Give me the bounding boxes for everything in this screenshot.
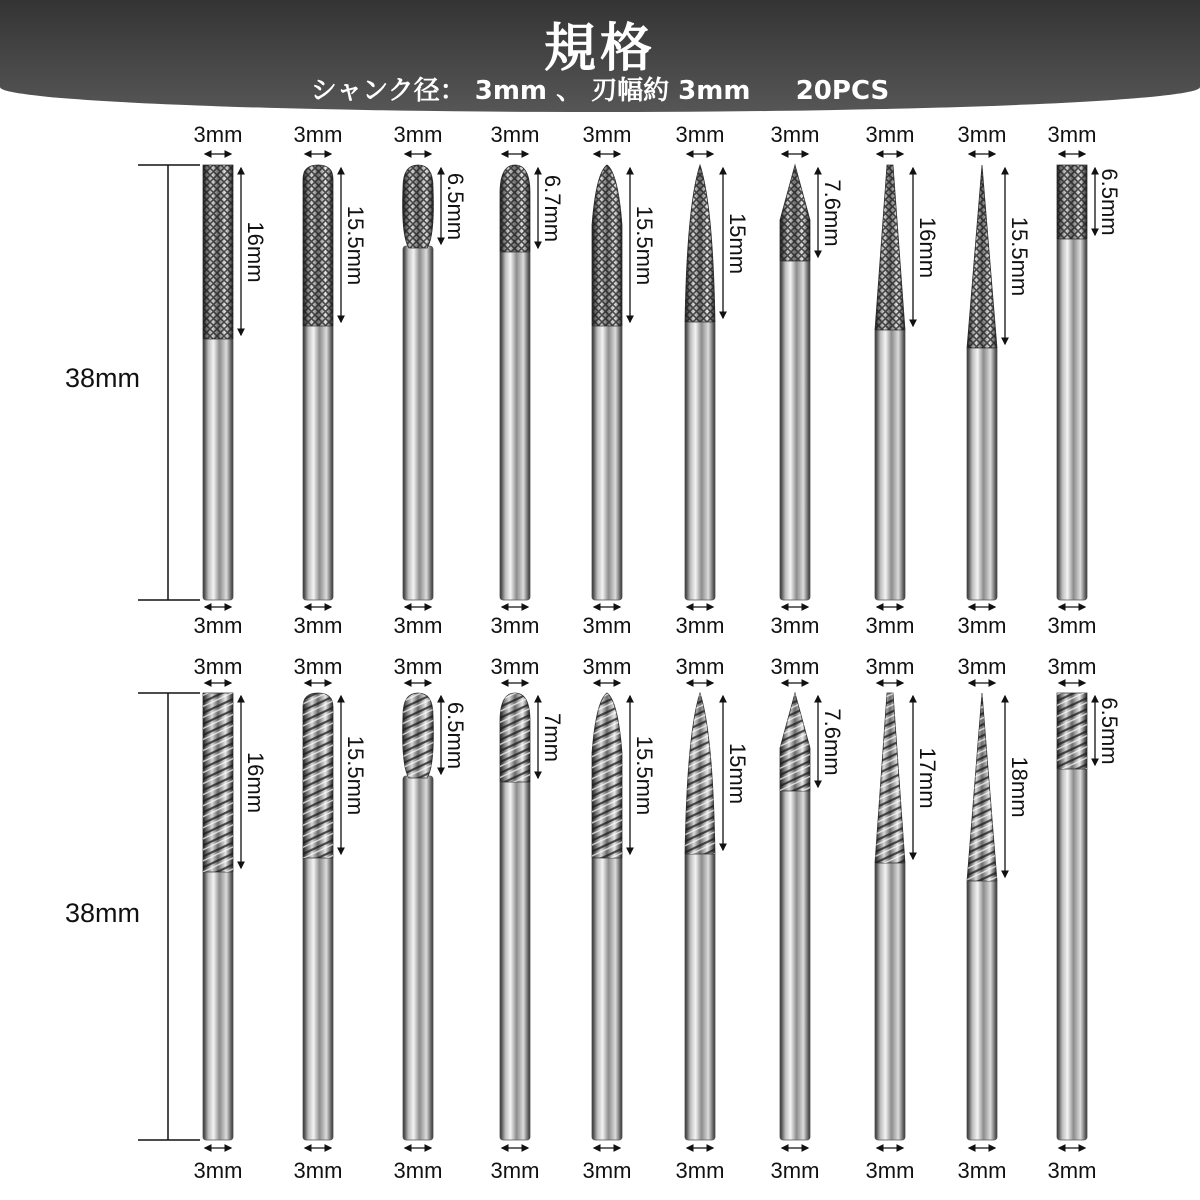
bit-shank — [780, 789, 810, 1140]
bit-shank — [967, 879, 997, 1140]
shank-width-label: 3mm — [393, 1158, 443, 1183]
blade-length-label: 6.7mm — [540, 174, 565, 243]
blade-length-label: 16mm — [243, 751, 268, 814]
head-width-label: 3mm — [293, 654, 343, 679]
shank-width-label: 3mm — [582, 1158, 632, 1183]
bit-shank — [403, 246, 433, 600]
blade-length-label: 6.5mm — [1097, 697, 1122, 765]
shank-width-label: 3mm — [865, 1158, 915, 1183]
spec-subtitle: シャンク径： 3mm 、 刃幅約 3mm 20PCS — [310, 76, 890, 106]
burr-bit — [1048, 654, 1122, 1183]
bit-flutes — [303, 693, 333, 858]
bit-flutes — [403, 165, 434, 248]
head-width-label: 3mm — [582, 654, 632, 679]
bit-flutes — [967, 693, 997, 881]
bit-flutes — [875, 165, 905, 330]
shank-width-label: 3mm — [490, 1158, 540, 1183]
bit-flutes — [685, 165, 715, 322]
bit-flutes — [303, 165, 333, 326]
head-width-label: 3mm — [393, 654, 443, 679]
bit-shank — [303, 856, 333, 1140]
burr-bit — [676, 654, 750, 1183]
head-width-label: 3mm — [393, 122, 443, 147]
head-width-label: 3mm — [675, 654, 725, 679]
blade-length-label: 15.5mm — [343, 205, 368, 286]
head-width-label: 3mm — [293, 122, 343, 147]
shank-width-label: 3mm — [770, 613, 820, 638]
burr-bit — [866, 654, 940, 1183]
burr-bit — [771, 654, 845, 1183]
blade-length-label: 15.5mm — [632, 205, 657, 286]
head-width-label: 3mm — [770, 122, 820, 147]
blade-length-label: 15mm — [725, 742, 750, 805]
bit-shank — [203, 870, 233, 1140]
bit-flutes — [1057, 693, 1087, 769]
bit-shank — [500, 250, 530, 600]
bit-flutes — [500, 165, 530, 252]
page-title: 規格 — [543, 18, 656, 79]
head-width-label: 3mm — [1047, 654, 1097, 679]
head-width-label: 3mm — [770, 654, 820, 679]
burr-bit — [1048, 122, 1122, 638]
burr-bit — [194, 122, 268, 638]
shank-width-label: 3mm — [490, 613, 540, 638]
blade-length-label: 7.6mm — [820, 708, 845, 776]
head-width-label: 3mm — [490, 654, 540, 679]
shank-width-label: 3mm — [770, 1158, 820, 1183]
shank-width-label: 3mm — [193, 1158, 243, 1183]
bit-row-1 — [65, 122, 1122, 638]
bit-shank — [592, 856, 622, 1140]
head-width-label: 3mm — [957, 654, 1007, 679]
burr-bit — [583, 654, 657, 1183]
burr-bit — [294, 122, 368, 638]
bit-flutes — [403, 693, 434, 778]
bit-flutes — [875, 693, 905, 863]
bit-flutes — [967, 165, 997, 348]
blade-length-label: 18mm — [1007, 756, 1032, 818]
bit-shank — [1057, 767, 1087, 1140]
bit-flutes — [500, 693, 530, 782]
bit-shank — [203, 337, 233, 600]
bit-shank — [500, 780, 530, 1140]
burr-bit — [394, 122, 468, 638]
shank-width-label: 3mm — [1047, 613, 1097, 638]
bit-flutes — [592, 693, 622, 858]
head-width-label: 3mm — [582, 122, 632, 147]
overall-length-label: 38mm — [65, 898, 141, 928]
shank-width-label: 3mm — [957, 613, 1007, 638]
head-width-label: 3mm — [1047, 122, 1097, 147]
bit-shank — [875, 328, 905, 600]
burr-bit — [958, 122, 1032, 638]
blade-length-label: 7mm — [540, 713, 565, 762]
blade-length-label: 15.5mm — [1007, 216, 1032, 297]
bit-flutes — [780, 693, 810, 791]
bit-shank — [685, 852, 715, 1140]
burr-bit — [676, 122, 750, 638]
burr-bit — [194, 654, 268, 1183]
blade-length-label: 15.5mm — [343, 735, 368, 816]
bit-flutes — [780, 165, 810, 261]
bit-flutes — [203, 165, 233, 339]
burr-bit — [491, 654, 565, 1183]
burr-bit — [583, 122, 657, 638]
head-width-label: 3mm — [490, 122, 540, 147]
bit-flutes — [685, 693, 715, 854]
shank-width-label: 3mm — [293, 613, 343, 638]
shank-width-label: 3mm — [675, 613, 725, 638]
head-width-label: 3mm — [193, 654, 243, 679]
shank-width-label: 3mm — [393, 613, 443, 638]
burr-bit — [866, 122, 940, 638]
head-width-label: 3mm — [193, 122, 243, 147]
shank-width-label: 3mm — [293, 1158, 343, 1183]
bit-shank — [685, 320, 715, 600]
head-width-label: 3mm — [675, 122, 725, 147]
blade-length-label: 7.6mm — [820, 179, 845, 247]
bit-shank — [967, 346, 997, 600]
bit-shank — [592, 324, 622, 600]
bit-flutes — [1057, 165, 1087, 239]
head-width-label: 3mm — [865, 122, 915, 147]
shank-width-label: 3mm — [1047, 1158, 1097, 1183]
blade-length-label: 16mm — [243, 221, 268, 283]
bit-flutes — [203, 693, 233, 872]
burr-bit — [394, 654, 468, 1183]
head-width-label: 3mm — [865, 654, 915, 679]
burr-bit — [771, 122, 845, 638]
bit-shank — [1057, 237, 1087, 600]
blade-length-label: 15.5mm — [632, 735, 657, 816]
shank-width-label: 3mm — [675, 1158, 725, 1183]
blade-length-label: 6.5mm — [1097, 168, 1122, 236]
shank-width-label: 3mm — [957, 1158, 1007, 1183]
blade-length-label: 15mm — [725, 212, 750, 275]
blade-length-label: 6.5mm — [443, 701, 468, 770]
shank-width-label: 3mm — [865, 613, 915, 638]
bit-shank — [875, 861, 905, 1140]
shank-width-label: 3mm — [193, 613, 243, 638]
burr-bit — [958, 654, 1032, 1183]
shank-width-label: 3mm — [582, 613, 632, 638]
bit-shank — [403, 776, 433, 1140]
blade-length-label: 17mm — [915, 747, 940, 809]
bit-shank — [303, 324, 333, 600]
head-width-label: 3mm — [957, 122, 1007, 147]
burr-bit — [294, 654, 368, 1183]
bit-row-2 — [65, 654, 1122, 1183]
blade-length-label: 6.5mm — [443, 172, 468, 241]
bit-shank — [780, 259, 810, 600]
overall-length-label: 38mm — [65, 363, 141, 393]
burr-bit — [491, 122, 565, 638]
blade-length-label: 16mm — [915, 216, 940, 279]
